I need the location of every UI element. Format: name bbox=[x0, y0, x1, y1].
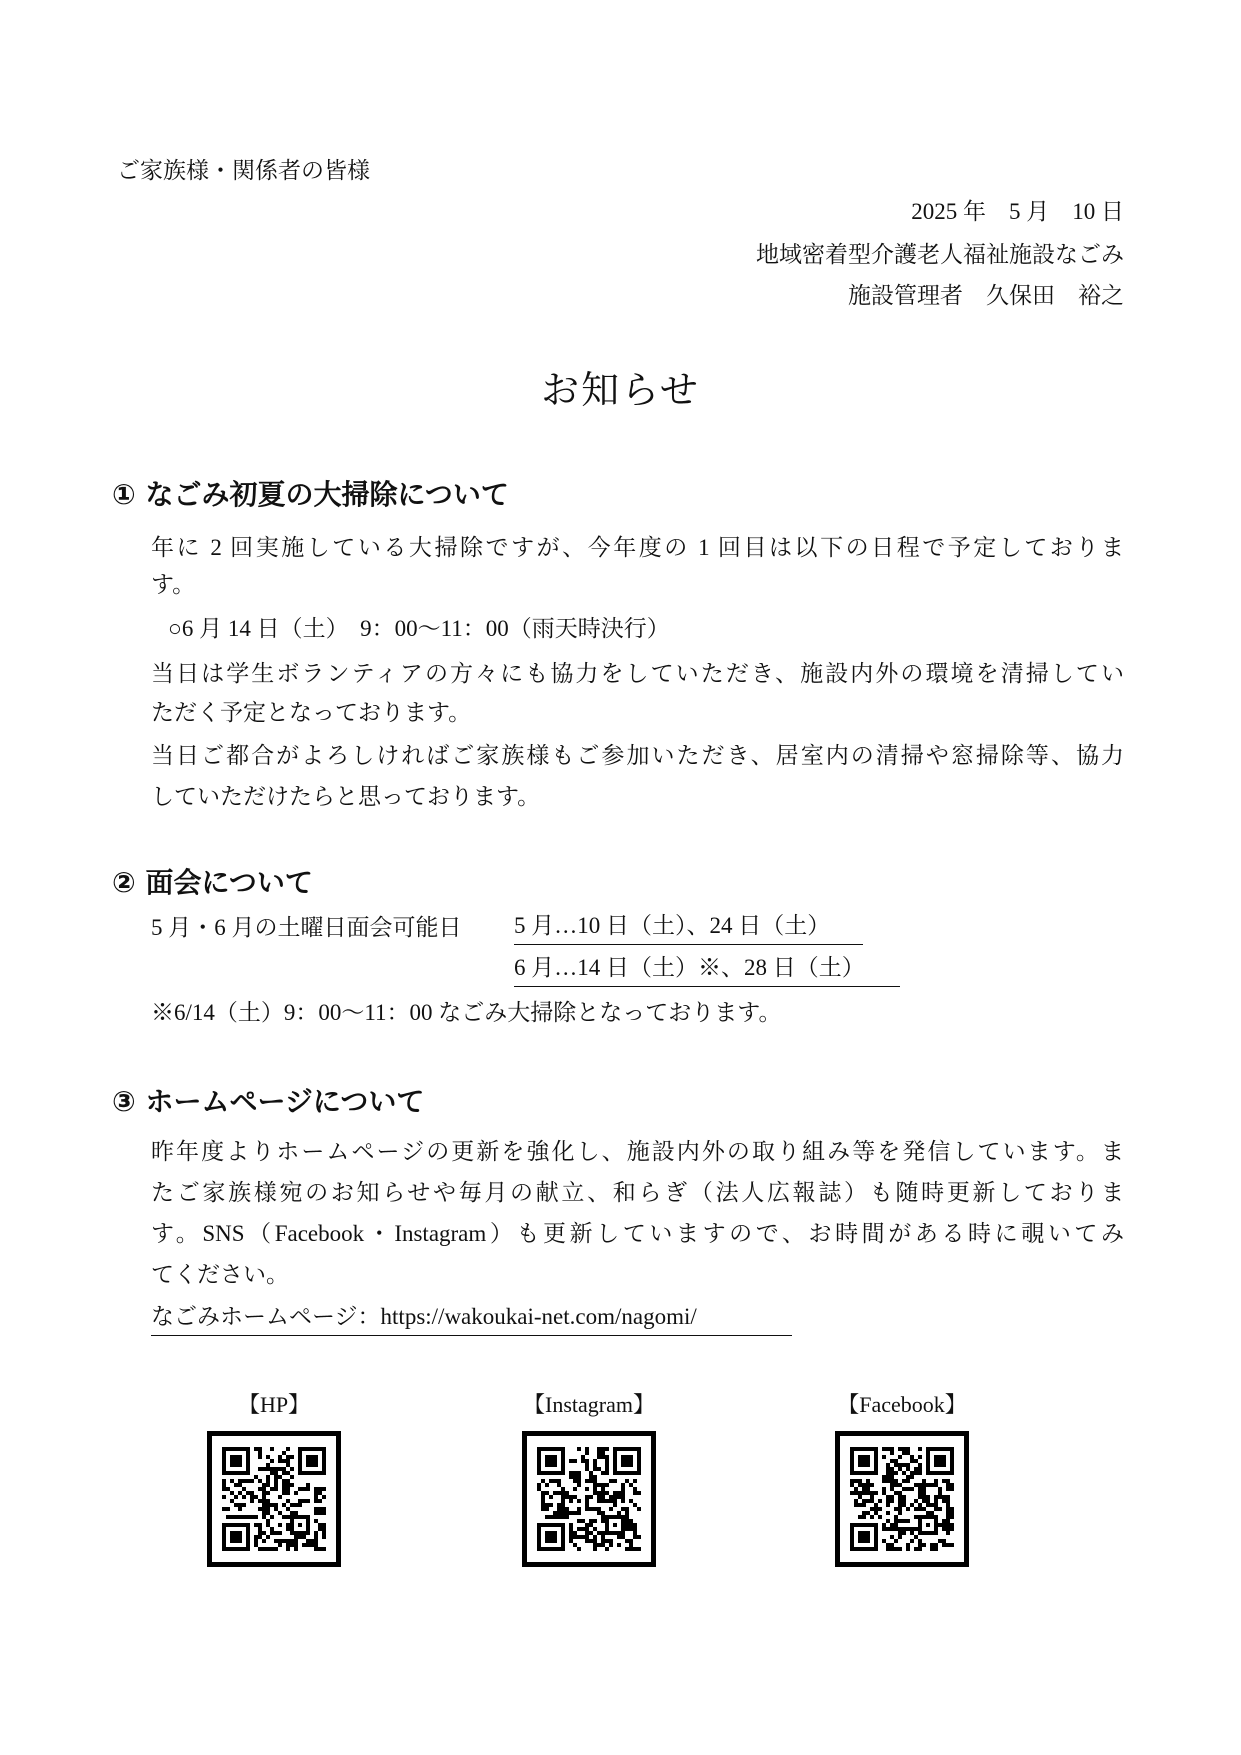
sender-name: 施設管理者 久保田 裕之 bbox=[848, 283, 1124, 308]
section-heading-cleaning: ① なごみ初夏の大掃除について bbox=[112, 478, 509, 511]
section-heading-homepage: ③ ホームページについて bbox=[112, 1085, 425, 1118]
organization-name: 地域密着型介護老人福祉施設なごみ bbox=[756, 242, 1124, 267]
recipient-line: ご家族様・関係者の皆様 bbox=[117, 158, 370, 183]
homepage-link-line bbox=[151, 1297, 792, 1337]
section-homepage-line: す。SNS（Facebook・Instagram）も更新していますので、お時間がある時に覗いてみ bbox=[151, 1221, 1124, 1246]
cleaning-schedule: ○6 月 14 日（土） 9：00～11：00（雨天時決行） bbox=[168, 616, 670, 641]
issue-date: 2025 年 5 月 10 日 bbox=[911, 199, 1124, 224]
qr-code-instagram bbox=[522, 1431, 656, 1567]
qr-code-icon bbox=[850, 1447, 954, 1551]
visit-dates-may bbox=[514, 906, 863, 946]
section-cleaning-line: 年に 2 回実施している大掃除ですが、今年度の 1 回目は以下の日程で予定しておりま bbox=[151, 535, 1124, 560]
visit-dates-june bbox=[514, 948, 900, 988]
section-homepage-line: たご家族様宛のお知らせや毎月の献立、和らぎ（法人広報誌）も随時更新しておりま bbox=[151, 1180, 1124, 1205]
qr-label-instagram: 【Instagram】 bbox=[523, 1392, 655, 1417]
page-title: お知らせ bbox=[541, 370, 700, 412]
qr-code-icon bbox=[222, 1447, 326, 1551]
section-cleaning-line: していただけたらと思っております。 bbox=[151, 784, 541, 809]
qr-code-facebook bbox=[835, 1431, 969, 1567]
section-cleaning-line: ただく予定となっております。 bbox=[151, 700, 472, 725]
visit-note: ※6/14（土）9：00～11：00 なごみ大掃除となっております。 bbox=[151, 1000, 782, 1025]
qr-label-facebook: 【Facebook】 bbox=[837, 1392, 967, 1417]
section-homepage-line: てください。 bbox=[151, 1262, 289, 1287]
section-cleaning-line: 当日は学生ボランティアの方々にも協力をしていただき、施設内外の環境を清掃してい bbox=[151, 661, 1124, 686]
section-heading-visits: ② 面会について bbox=[112, 866, 313, 899]
visit-days-label: 5 月・6 月の土曜日面会可能日 bbox=[151, 915, 462, 940]
qr-code-icon bbox=[537, 1447, 641, 1551]
visit-dates-may-text: 5 月…10 日（土）、24 日（土） bbox=[514, 908, 863, 945]
section-cleaning-line: 当日ご都合がよろしければご家族様もご参加いただき、居室内の清掃や窓掃除等、協力 bbox=[151, 743, 1124, 768]
section-cleaning-line: す。 bbox=[151, 572, 196, 597]
qr-label-hp: 【HP】 bbox=[237, 1392, 311, 1417]
section-homepage-line: 昨年度よりホームページの更新を強化し、施設内外の取り組み等を発信しています。ま bbox=[151, 1139, 1124, 1164]
visit-dates-june-text: 6 月…14 日（土）※、28 日（土） bbox=[514, 950, 900, 987]
homepage-link[interactable]: なごみホームページ：https://wakoukai-net.com/nagomi/ bbox=[151, 1299, 792, 1336]
qr-code-hp bbox=[207, 1431, 341, 1567]
